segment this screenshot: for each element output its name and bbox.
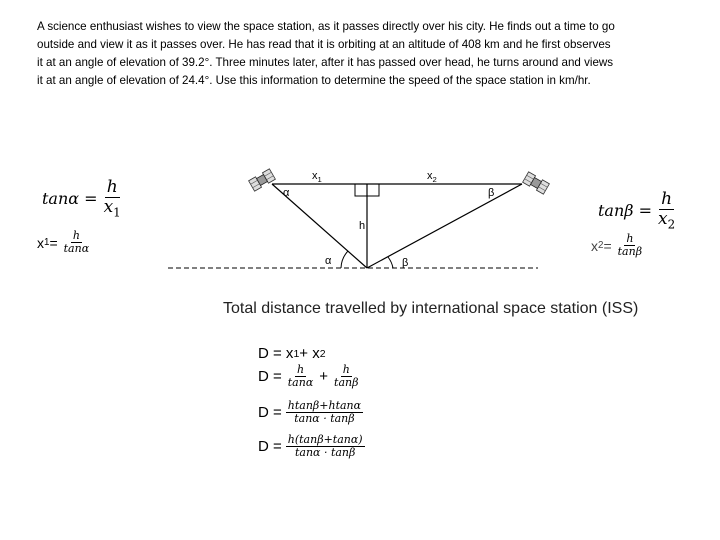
- problem-line: A science enthusiast wishes to view the space station, as it passes directly over his city. He finds out a time to go: [37, 20, 615, 33]
- x2-formula: x 2 = $\frac{h}{\tan\beta}$: [591, 232, 643, 259]
- problem-line: it at an angle of elevation of 39.2°. Three minutes later, after it has passed over head, he turns around and views: [37, 56, 614, 69]
- label-h: h: [359, 220, 366, 232]
- derivation-line-1: D = x 1 + x 2: [258, 345, 326, 362]
- problem-line: outside and view it as it passes over. He has read that it is orbiting at an altitude of 408 km and he first observes: [37, 38, 611, 51]
- label-x2: $x_2$: [427, 170, 437, 185]
- problem-line: it at an angle of elevation of 24.4°. Use this information to determine the speed of the space station in km/hr.: [37, 74, 591, 87]
- derivation-heading: Total distance travelled by international space station (ISS): [223, 300, 639, 317]
- tan-beta-formula: tanβ = $\frac{h}{x_2}$: [598, 189, 676, 232]
- label-alpha-bottom: α: [325, 255, 332, 267]
- satellite-right-icon: [523, 172, 550, 194]
- right-angle-marker: [367, 184, 379, 196]
- tan-alpha-formula: tanα = $\frac{h}{x_1}$: [42, 177, 121, 220]
- label-beta-top: β: [488, 187, 495, 199]
- label-alpha-top: α: [283, 187, 290, 199]
- angle-arc-alpha: [341, 251, 348, 268]
- satellite-left-icon: [249, 169, 276, 191]
- derivation-line-4: D = $\frac{h(\tan\beta+\tan\alpha)}{\tan\alpha \cdot \tan\beta}$: [258, 433, 363, 460]
- derivation-line-2: D = $\frac{h}{\tan\alpha}$ + $\frac{h}{\tan\beta}$: [258, 363, 359, 390]
- line-of-sight-right: [367, 184, 522, 268]
- right-angle-marker: [355, 184, 367, 196]
- label-x1: $x_1$: [312, 170, 322, 185]
- label-beta-bottom: β: [402, 257, 409, 269]
- x1-formula: x 1 = $\frac{h}{\tan\alpha}$: [37, 229, 90, 256]
- derivation-line-3: D = $\frac{htan\beta+htan\alpha}{\tan\alpha \cdot \tan\beta}$: [258, 399, 362, 426]
- angle-arc-beta: [388, 257, 393, 268]
